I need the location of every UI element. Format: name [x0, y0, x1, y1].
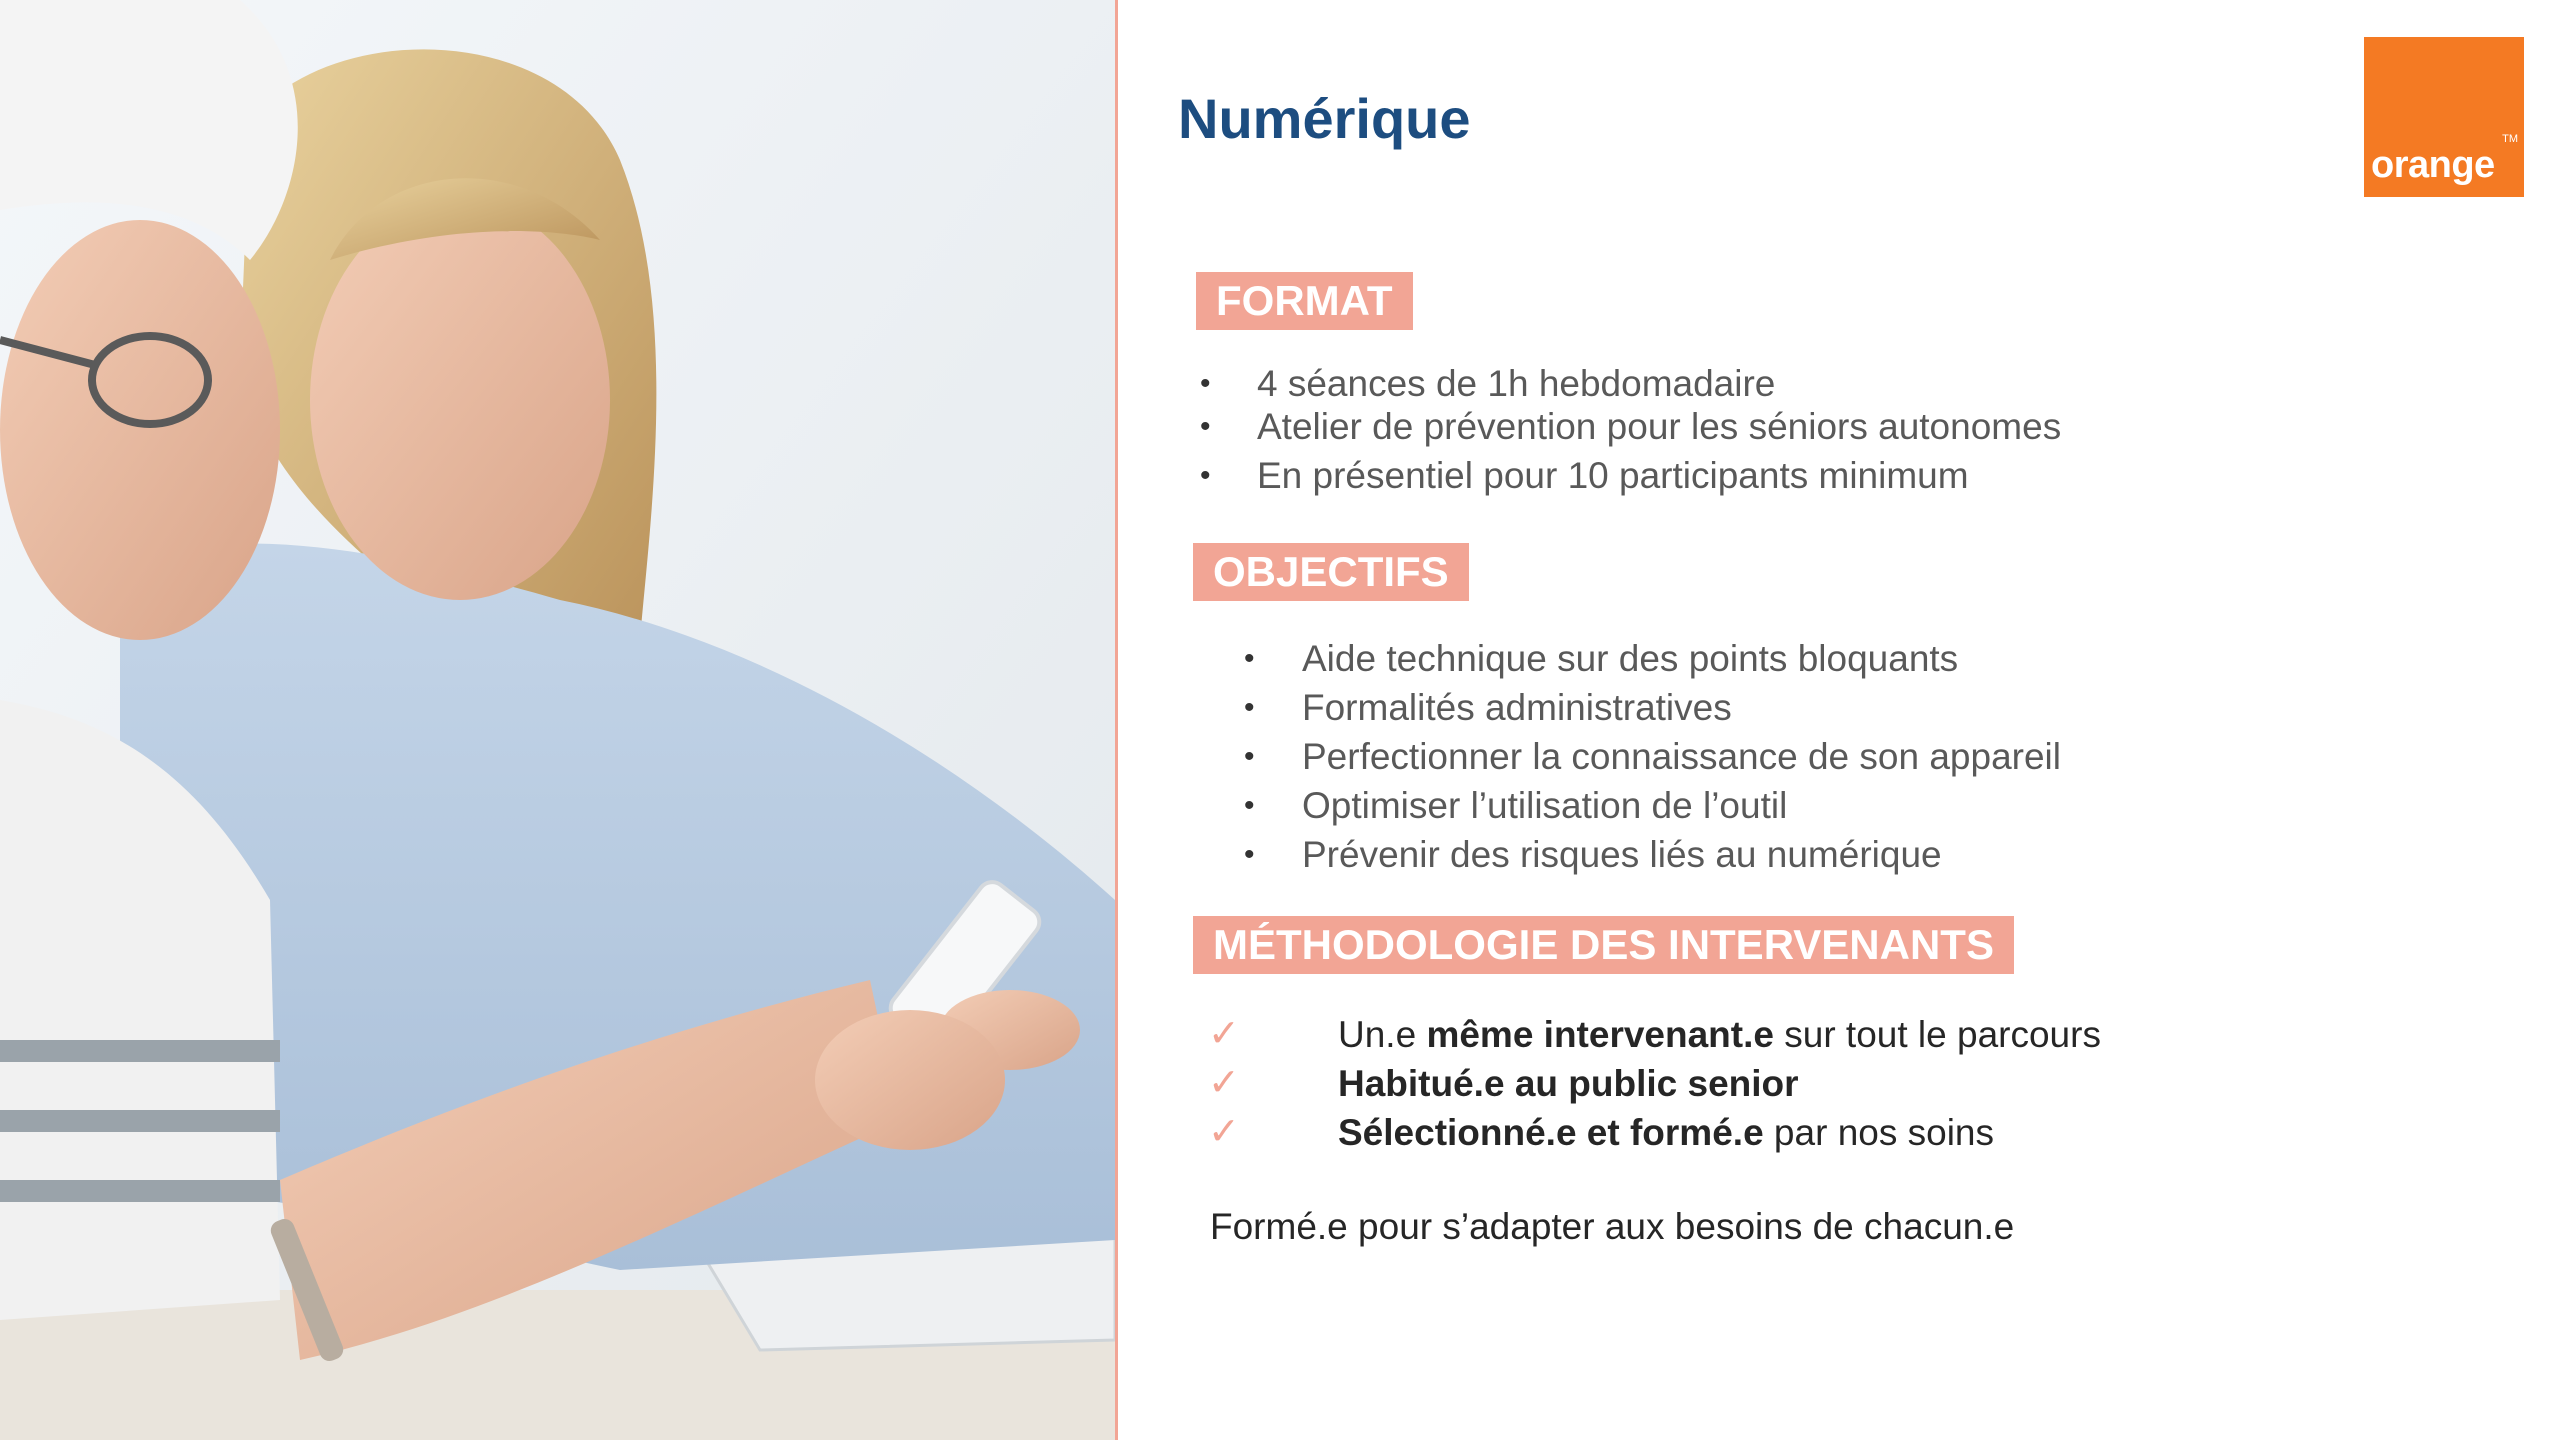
check-item-text: Un.e même intervenant.e sur tout le parcours	[1338, 1014, 2101, 1055]
list-item	[1200, 402, 2200, 451]
list-item	[1244, 830, 2244, 879]
format-item-1: 4 séances de 1h hebdomadaire	[1257, 363, 1776, 404]
format-item-3: En présentiel pour 10 participants minimum	[1257, 455, 1969, 496]
list-item	[1244, 781, 2244, 830]
slide-title: Numérique	[1178, 87, 1471, 150]
list-item	[1244, 634, 2244, 683]
orange-logo	[2364, 37, 2524, 197]
list-item	[1244, 683, 2244, 732]
bullet-icon: •	[1244, 740, 1255, 773]
hero-photo	[0, 0, 1115, 1440]
format-list	[1200, 359, 2200, 500]
objectifs-item-2: Formalités administratives	[1302, 687, 1732, 728]
bullet-icon: •	[1200, 410, 1211, 443]
closing-statement: Formé.e pour s’adapter aux besoins de chacun.e	[1210, 1206, 2015, 1247]
logo-trademark: TM	[2502, 133, 2518, 145]
bullet-icon: •	[1244, 789, 1255, 822]
objectifs-section-label: OBJECTIFS	[1193, 543, 1469, 601]
bullet-icon: •	[1200, 459, 1211, 492]
bullet-icon: •	[1244, 642, 1255, 675]
objectifs-item-3: Perfectionner la connaissance de son appareil	[1302, 736, 2061, 777]
check-icon: ✓	[1208, 1111, 1240, 1153]
format-section-label: FORMAT	[1196, 272, 1413, 330]
check-icon: ✓	[1208, 1062, 1240, 1104]
objectifs-item-4: Optimiser l’utilisation de l’outil	[1302, 785, 1788, 826]
bullet-icon: •	[1244, 838, 1255, 871]
objectifs-list	[1244, 634, 2244, 879]
check-icon: ✓	[1208, 1013, 1240, 1055]
list-item	[1244, 732, 2244, 781]
photo-illustration	[0, 0, 1115, 1440]
check-item-text: Habitué.e au public senior	[1338, 1063, 1799, 1104]
list-item	[1200, 359, 2200, 408]
bullet-icon: •	[1200, 367, 1211, 400]
methodologie-section-label: MÉTHODOLOGIE DES INTERVENANTS	[1193, 916, 2014, 974]
format-item-2: Atelier de prévention pour les séniors autonomes	[1257, 406, 2062, 447]
photo-divider	[1115, 0, 1118, 1440]
check-item-text: Sélectionné.e et formé.e par nos soins	[1338, 1112, 1995, 1153]
bullet-icon: •	[1244, 691, 1255, 724]
objectifs-item-5: Prévenir des risques liés au numérique	[1302, 834, 1942, 875]
list-item	[1200, 451, 2200, 500]
objectifs-item-1: Aide technique sur des points bloquants	[1302, 638, 1959, 679]
logo-text: orange	[2371, 144, 2495, 186]
